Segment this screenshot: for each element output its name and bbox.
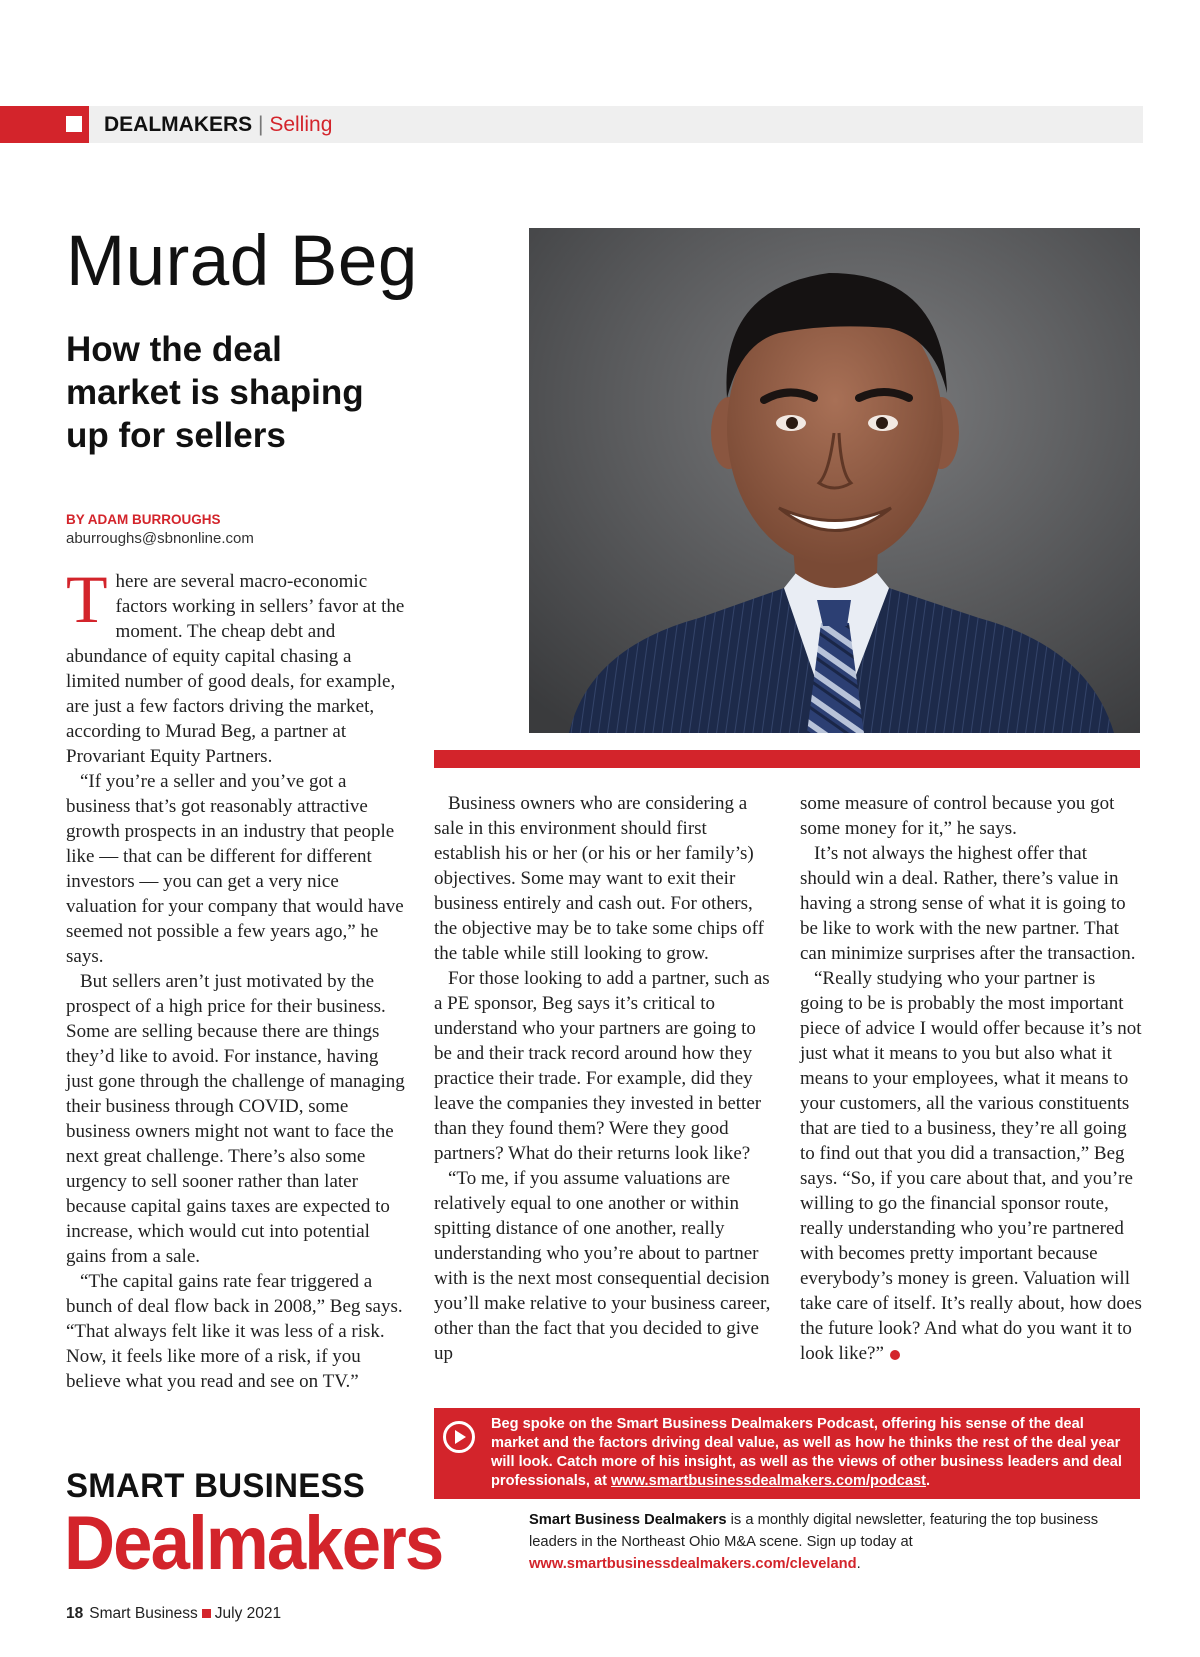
newsletter-blurb <box>529 1509 1140 1575</box>
article-column-1 <box>66 561 408 1394</box>
podcast-link[interactable]: www.smartbusinessdealmakers.com/podcast <box>611 1473 927 1489</box>
article-column-3 <box>800 791 1142 1366</box>
article-paragraph: “To me, if you assume valuations are relatively equal to one another or within spitting distance of one another, really understanding who you’re about to partner with is the next most consequential decision you’ll make relative to your business career, other than the fact that you decided to give up <box>434 1168 771 1364</box>
paragraph-text: “Really studying who your partner is going to be is probably the most important piece of advice I would offer because it’s not just what it means to you but also what it means to your employees, what it means to your customers, all the various constituents that are tied to a business, they’re all going to find out that you did a transaction,” Beg says. “So, if you care about that, and you’re willing to go the financial sponsor route, really understanding who you’re partnered with becomes pretty important because everybody’s money is green. Valuation will take care of itself. It’s really about, how does the future look? And what do you want it to look like?” <box>800 968 1142 1364</box>
article-paragraph: “The capital gains rate fear triggered a bunch of deal flow back in 2008,” Beg says. “That always felt like it was less of a risk. Now, it feels like more of a risk, if you believe what you read and see on TV.” <box>66 1271 403 1392</box>
section-name: DEALMAKERS <box>104 113 253 136</box>
article-headline: How the deal market is shaping up for sellers <box>66 330 364 455</box>
section-label <box>104 113 332 137</box>
section-separator: | <box>258 113 264 136</box>
article-paragraph: “If you’re a seller and you’ve got a business that’s got reasonably attractive growth prospects in an industry that people like — that can be different for different investors — you can get a very nice valuation for your company that would have seemed not possible a few years ago,” he says. <box>66 771 404 967</box>
article-paragraph: It’s not always the highest offer that should win a deal. Rather, there’s value in having a strong sense of what it is going to be like to work with the new partner. That can minimize surprises after the transaction. <box>800 843 1136 964</box>
article-byline: BY ADAM BURROUGHS <box>66 512 221 527</box>
issue-date: July 2021 <box>214 1605 282 1622</box>
logo-dealmakers: Dealmakers <box>64 1501 443 1586</box>
section-header-bar <box>0 106 1143 143</box>
podcast-promo-box <box>434 1408 1140 1499</box>
article-paragraph <box>66 561 408 769</box>
drop-cap: T <box>66 561 108 637</box>
subsection-name: Selling <box>269 113 333 136</box>
square-icon <box>202 1609 211 1618</box>
logo-smart-business: SMART BUSINESS <box>66 1467 366 1505</box>
article-subject-name: Murad Beg <box>66 222 418 301</box>
article-paragraph: For those looking to add a partner, such as a PE sponsor, Beg says it’s critical to understand who your partners are going to be and their track record around how they practice their trade. For example, did they leave the companies they invested in better than they found them? Were they good partners? What do their returns look like? <box>434 968 770 1164</box>
article-paragraph: But sellers aren’t just motivated by the prospect of a high price for their business. Some are selling because there are things they’d like to avoid. For instance, having just gone through the challenge of managing their business through COVID, some business owners might not want to face the next great challenge. There’s also some urgency to sell sooner rather than later because capital gains taxes are expected to increase, which would cut into potential gains from a sale. <box>66 971 405 1267</box>
article-paragraph: some measure of control because you got some money for it,” he says. <box>800 793 1115 839</box>
article-column-2 <box>434 791 776 1366</box>
red-divider <box>434 750 1140 768</box>
article-paragraph: Business owners who are considering a sale in this environment should first establish his or her (or his or her family’s) objectives. Some may want to exit their business entirely and cash out. For others, the objective may be to take some chips off the table while still looking to grow. <box>434 793 764 964</box>
play-circle-icon[interactable] <box>442 1420 476 1454</box>
square-icon <box>66 116 82 132</box>
page-number: 18 <box>66 1605 84 1622</box>
newsletter-signup-link[interactable]: www.smartbusinessdealmakers.com/cleveland <box>529 1556 857 1572</box>
page-footer <box>66 1605 281 1623</box>
publication-name: Smart Business <box>89 1605 198 1622</box>
podcast-end: . <box>926 1473 931 1489</box>
paragraph-text: here are several macro-economic factors working in sellers’ favor at the moment. The cheap debt and abundance of equity capital chasing a limited number of good deals, for example, are just a few factors driving the market, according to Murad Beg, a partner at Provariant Equity Partners. <box>66 571 405 767</box>
newsletter-text: is a monthly digital newsletter, featuring the top business leaders in the Northeast Ohio M&A scene. Sign up today at <box>529 1512 1099 1550</box>
newsletter-name: Smart Business Dealmakers <box>529 1512 727 1528</box>
portrait-photo <box>529 228 1140 733</box>
section-marker <box>0 106 89 143</box>
end-mark-icon <box>890 1350 900 1360</box>
author-email[interactable]: aburroughs@sbnonline.com <box>66 530 254 547</box>
article-paragraph <box>800 966 1142 1366</box>
podcast-text: Beg spoke on the Smart Business Dealmakers Podcast, offering his sense of the deal market and the factors driving deal value, as well as how he thinks the rest of the deal year will look. Catch more of his insight, as well as the views of other business leaders and deal professionals, at <box>491 1416 1122 1489</box>
newsletter-end: . <box>856 1556 861 1572</box>
